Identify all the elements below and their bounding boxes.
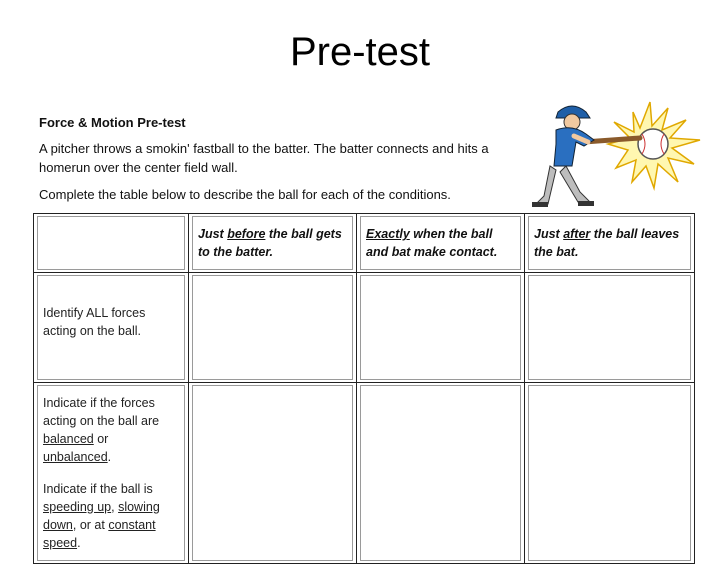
baseball-batter-icon xyxy=(528,98,708,210)
baseball-icon xyxy=(638,129,668,159)
answer-cell[interactable] xyxy=(357,383,525,564)
worksheet-intro: A pitcher throws a smokin' fastball to the batter. The batter connects and hits a homerun over the center field wall. xyxy=(39,141,489,175)
answer-cell[interactable] xyxy=(525,383,695,564)
row-label-forces: Identify ALL forces acting on the ball. xyxy=(34,273,189,383)
answer-cell[interactable] xyxy=(357,273,525,383)
row-label-balance-speed: Indicate if the forces acting on the ball are balanced or unbalanced. Indicate if the ball is speeding up, slowing down, or at constant speed. xyxy=(34,383,189,564)
column-header-before: Just before the ball gets to the batter. xyxy=(189,214,357,273)
column-header-after: Just after the ball leaves the bat. xyxy=(525,214,695,273)
slide-title: Pre-test xyxy=(289,30,431,74)
answer-cell[interactable] xyxy=(189,273,357,383)
corner-cell xyxy=(34,214,189,273)
worksheet-heading: Force & Motion Pre-test xyxy=(39,115,186,130)
answer-cell[interactable] xyxy=(189,383,357,564)
column-header-contact: Exactly when the ball and bat make contact. xyxy=(357,214,525,273)
worksheet-instruction: Complete the table below to describe the ball for each of the conditions. xyxy=(39,187,451,202)
answer-cell[interactable] xyxy=(525,273,695,383)
conditions-table xyxy=(33,213,695,564)
